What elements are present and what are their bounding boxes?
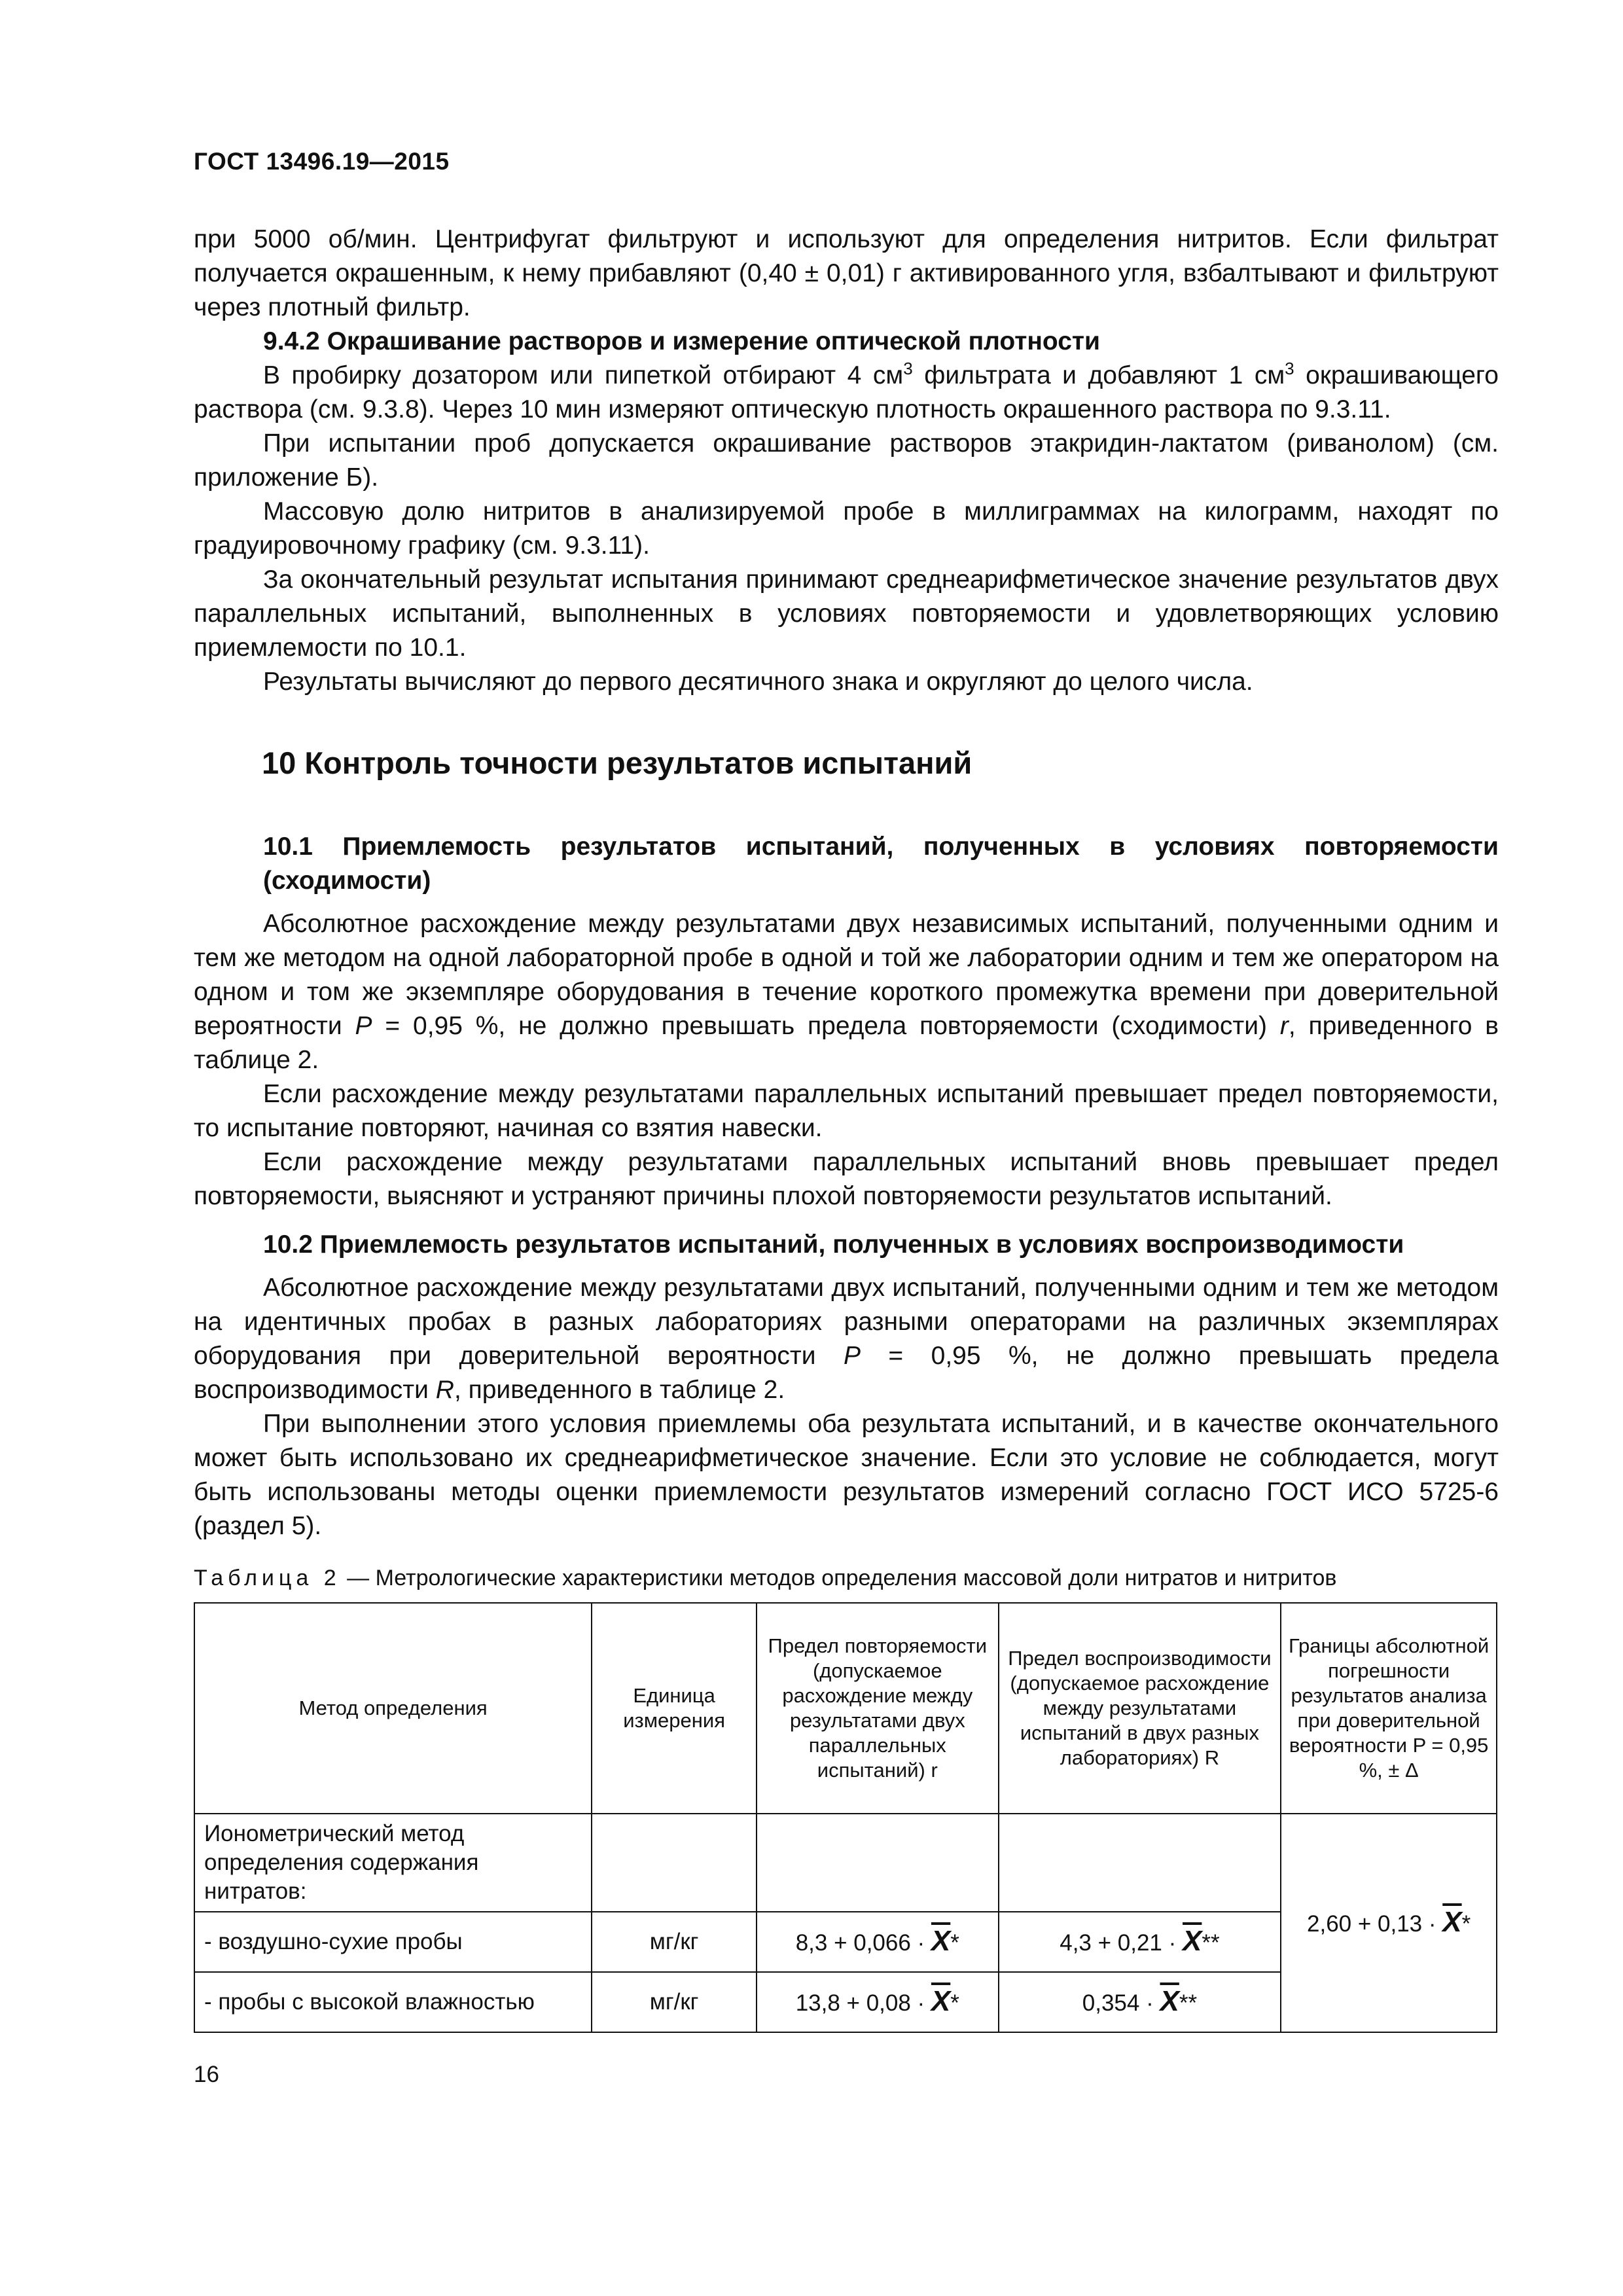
section-942-title: 9.4.2 Окрашивание растворов и измерение оптической плотности <box>263 327 1100 355</box>
value: 13,8 + 0,08 · <box>795 1990 931 2016</box>
asterisk: ** <box>1202 1929 1220 1956</box>
symbol-r-capital: R <box>435 1376 454 1404</box>
table-caption-text: — Метрологические характеристики методов определения массовой доли нитратов и нитритов <box>340 1566 1337 1590</box>
header-R-limit: Предел воспроизводимости (допускаемое расхождение между результатами испытаний в двух разных лабораториях) R <box>999 1603 1281 1814</box>
group-label: Ионометрический метод определения содержания нитратов: <box>194 1814 592 1912</box>
standard-header: ГОСТ 13496.19—2015 <box>194 148 450 175</box>
text-run: = 0,95 %, не должно превышать предела повторяемости (сходимости) <box>372 1012 1280 1040</box>
symbol-p: P <box>843 1342 861 1370</box>
table-header-row <box>194 1603 1497 1814</box>
page-number: 16 <box>194 2062 219 2087</box>
body-section-10 <box>194 830 1499 1543</box>
text-run: фильтрата и добавляют 1 см <box>912 361 1285 389</box>
superscript: 3 <box>903 359 913 378</box>
text-run: окрашивающего раствора (см. 9.3.8). Через 10 мин измеряют оптическую плотность окрашенного раствора по 9.3.11. <box>194 361 1499 423</box>
x-mean-symbol: $\overline{X}$ <box>1160 1984 1179 2017</box>
paragraph: За окончательный результат испытания принимают среднеарифметическое значение результатов двух параллельных испытаний, выполненных в условиях повторяемости и удовлетворяющих условию приемлемости по 10.1. <box>194 565 1499 662</box>
bounds-value: 2,60 + 0,13 · <box>1307 1910 1443 1937</box>
method-cell: - пробы с высокой влажностью <box>194 1972 592 2032</box>
paragraph: При испытании проб допускается окрашивание растворов этакридин-лактатом (риванолом) (см. приложение Б). <box>194 429 1499 492</box>
value: 8,3 + 0,066 · <box>795 1929 931 1956</box>
paragraph: Массовую долю нитритов в анализируемой пробе в миллиграммах на килограмм, находят по градуировочному графику (см. 9.3.11). <box>194 497 1499 560</box>
symbol-p: P <box>355 1012 372 1040</box>
asterisk: * <box>950 1990 959 2016</box>
metrology-table <box>194 1602 1497 2033</box>
paragraph: при 5000 об/мин. Центрифугат фильтруют и используют для определения нитритов. Если фильтрат получается окрашенным, к нему прибавляют (0,40 ± 0,01) г активированного угля, взбалтывают и фильтруют через плотный фильтр. <box>194 225 1499 321</box>
table-row <box>194 1814 1497 1912</box>
symbol-r: r <box>1279 1012 1289 1040</box>
header-r-limit: Предел повторяемости (допускаемое расхождение между результатами двух параллельных испытаний) r <box>757 1603 999 1814</box>
table-caption <box>194 1566 1336 1591</box>
text-run: , приведенного в таблице 2. <box>454 1376 785 1404</box>
body-top <box>194 223 1499 699</box>
paragraph: Результаты вычисляют до первого десятичного знака и округляют до целого числа. <box>263 668 1253 696</box>
text-run: = 0,95 %, не должно превышать предела воспроизводимости <box>194 1342 1499 1404</box>
superscript: 3 <box>1285 359 1294 378</box>
R-limit-cell <box>999 1972 1281 2032</box>
value: 0,354 · <box>1082 1990 1160 2016</box>
header-unit: Единица измерения <box>592 1603 757 1814</box>
section-102-title: 10.2 Приемлемость результатов испытаний, полученных в условиях воспроизводимости <box>263 1230 1404 1259</box>
x-mean-symbol: $\overline{X}$ <box>1442 1905 1462 1938</box>
text-run: , приведенного в таблице 2. <box>194 1012 1499 1074</box>
text-run: В пробирку дозатором или пипеткой отбирают 4 см <box>263 361 904 389</box>
empty-cell <box>999 1814 1281 1912</box>
x-mean-symbol: $\overline{X}$ <box>1183 1924 1202 1957</box>
empty-cell <box>757 1814 999 1912</box>
asterisk: * <box>1461 1910 1471 1937</box>
x-mean-symbol: $\overline{X}$ <box>931 1984 951 2017</box>
unit-cell: мг/кг <box>592 1912 757 1972</box>
text-run: Абсолютное расхождение между результатами двух испытаний, полученными одним и тем же методом на идентичных пробах в разных лабораториях разными операторами на различных экземплярах оборудования при доверительной вероятности <box>194 1274 1499 1370</box>
paragraph <box>194 907 1499 1077</box>
paragraph: Если расхождение между результатами параллельных испытаний вновь превышает предел повторяемости, выясняют и устраняют причины плохой повторяемости результатов испытаний. <box>194 1148 1499 1210</box>
unit-cell: мг/кг <box>592 1972 757 2032</box>
bounds-cell <box>1281 1814 1497 2032</box>
section-10-title: 10 Контроль точности результатов испытаний <box>262 745 972 780</box>
section-101-title: 10.1 Приемлемость результатов испытаний, полученных в условиях повторяемости (сходимости) <box>263 833 1499 895</box>
value: 4,3 + 0,21 · <box>1060 1929 1183 1956</box>
asterisk: ** <box>1179 1990 1198 2016</box>
r-limit-cell <box>757 1972 999 2032</box>
paragraph: Если расхождение между результатами параллельных испытаний превышает предел повторяемости, то испытание повторяют, начиная со взятия навески. <box>194 1080 1499 1142</box>
paragraph <box>194 359 1499 427</box>
text-run: Абсолютное расхождение между результатами двух независимых испытаний, полученными одним и тем же методом на одной лабораторной пробе в одной и той же лаборатории одним и тем же оператором на одном и том же экземпляре оборудования в течение короткого промежутка времени при доверительной вероятности <box>194 910 1499 1040</box>
R-limit-cell <box>999 1912 1281 1972</box>
empty-cell <box>592 1814 757 1912</box>
header-bounds: Границы абсолютной погрешности результатов анализа при доверительной вероятности P = 0,95 %, ± Δ <box>1281 1603 1497 1814</box>
x-mean-symbol: $\overline{X}$ <box>931 1924 951 1957</box>
header-method: Метод определения <box>194 1603 592 1814</box>
method-cell: - воздушно-сухие пробы <box>194 1912 592 1972</box>
paragraph: При выполнении этого условия приемлемы оба результата испытаний, и в качестве окончательного может быть использовано их среднеарифметическое значение. Если это условие не соблюдается, могут быть использованы методы оценки приемлемости результатов измерений согласно ГОСТ ИСО 5725-6 (раздел 5). <box>194 1410 1499 1540</box>
asterisk: * <box>950 1929 959 1956</box>
paragraph <box>194 1271 1499 1407</box>
table-caption-label: Таблица 2 <box>194 1566 341 1590</box>
r-limit-cell <box>757 1912 999 1972</box>
